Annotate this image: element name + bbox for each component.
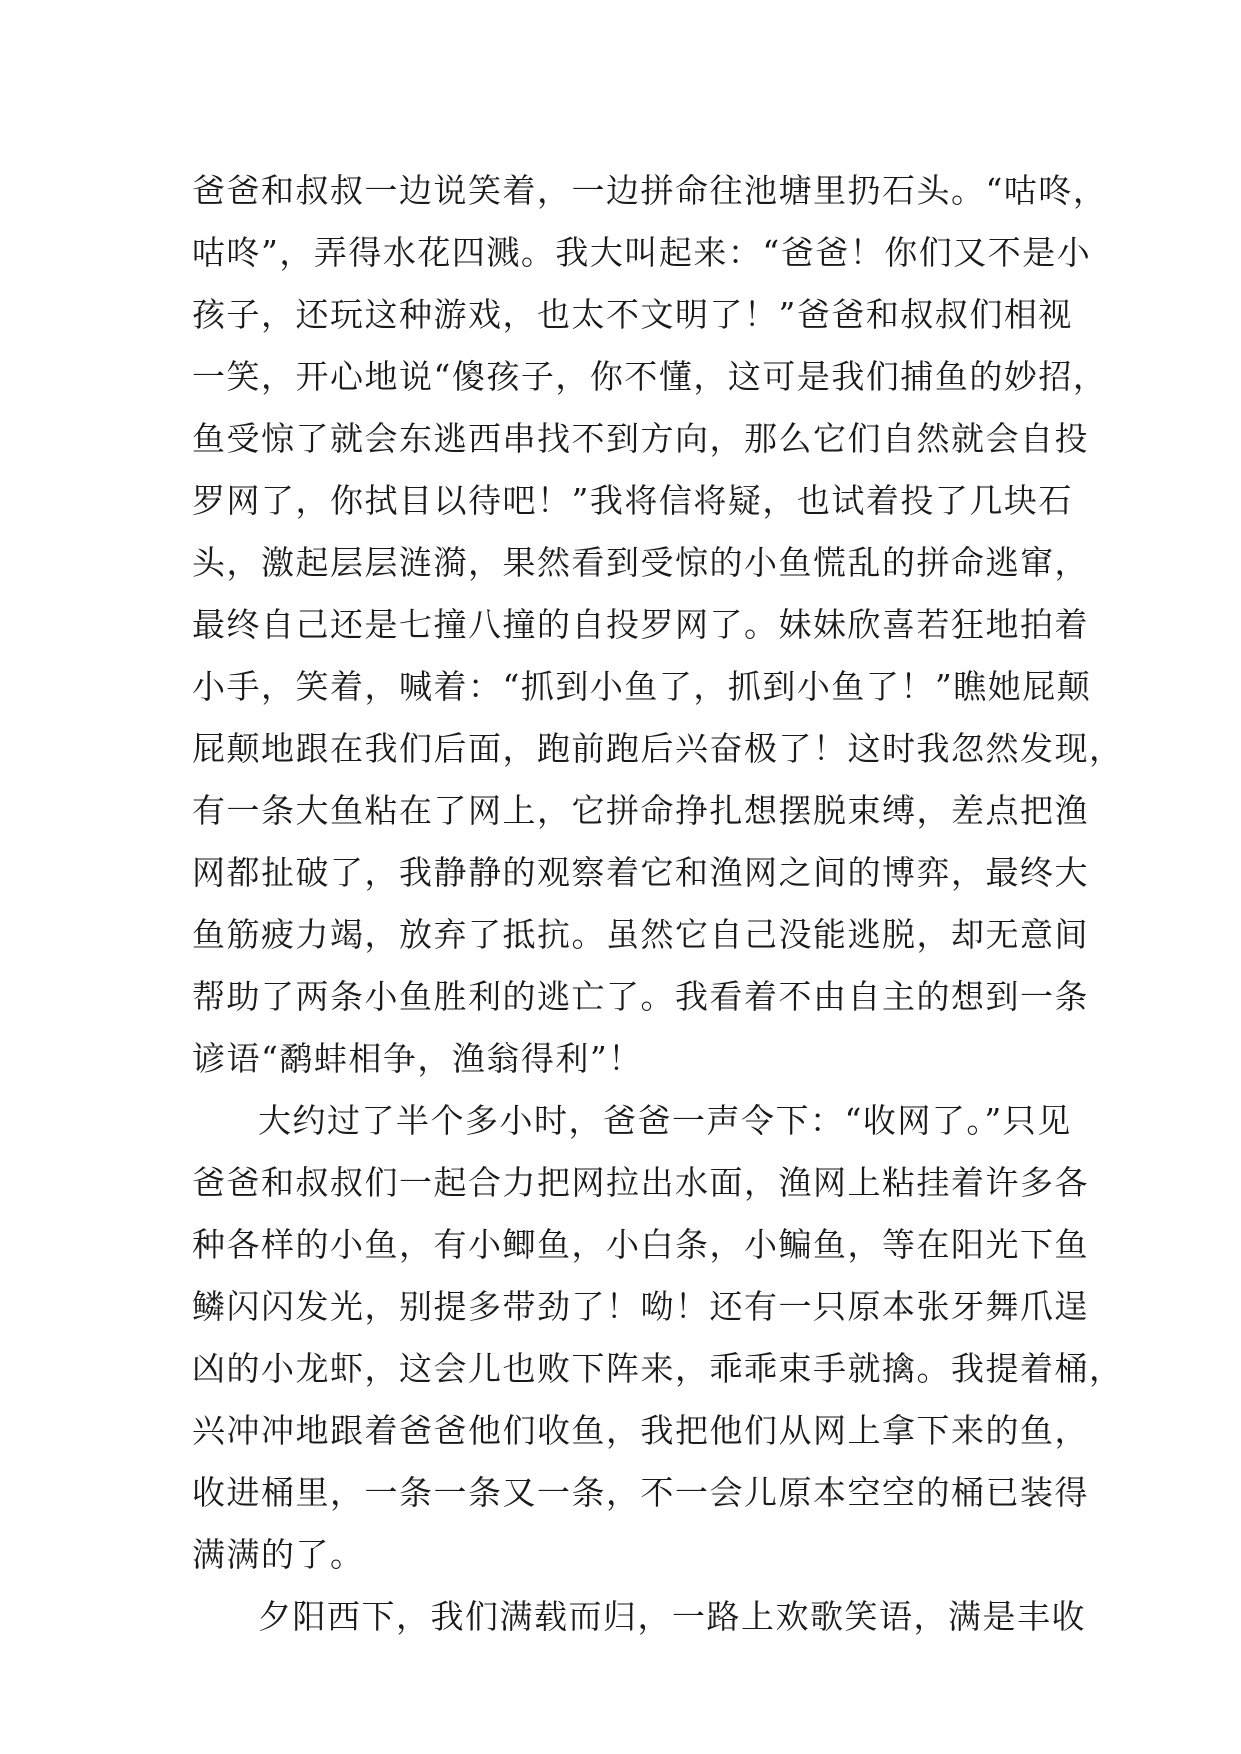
text-line: 鱼筋疲力竭，放弃了抵抗。虽然它自己没能逃脱，却无意间 — [192, 915, 1089, 954]
text-line: 兴冲冲地跟着爸爸他们收鱼，我把他们从网上拿下来的鱼， — [192, 1411, 1089, 1450]
text-line: 收进桶里，一条一条又一条，不一会儿原本空空的桶已装得 — [192, 1473, 1089, 1512]
document-body — [192, 160, 1124, 1648]
text-line: 爸爸和叔叔一边说笑着，一边拼命往池塘里扔石头。“咕咚， — [192, 171, 1108, 210]
text-line: 屁颠地跟在我们后面，跑前跑后兴奋极了！这时我忽然发现， — [192, 729, 1124, 768]
paragraph-3 — [192, 1586, 1086, 1648]
paragraph-2 — [192, 1090, 1124, 1586]
text-line: 最终自己还是七撞八撞的自投罗网了。妹妹欣喜若狂地拍着 — [192, 605, 1089, 644]
text-line: 种各样的小鱼，有小鲫鱼，小白条，小鳊鱼，等在阳光下鱼 — [192, 1225, 1089, 1264]
text-line: 大约过了半个多小时，爸爸一声令下：“收网了。”只见 — [258, 1101, 1072, 1140]
text-line: 一笑，开心地说“傻孩子，你不懂，这可是我们捕鱼的妙招， — [192, 357, 1108, 396]
text-line: 帮助了两条小鱼胜利的逃亡了。我看着不由自主的想到一条 — [192, 977, 1089, 1016]
text-line: 有一条大鱼粘在了网上，它拼命挣扎想摆脱束缚，差点把渔 — [192, 791, 1089, 830]
text-line: 谚语“鹬蚌相争，渔翁得利”！ — [192, 1039, 643, 1078]
text-line: 满满的了。 — [192, 1535, 365, 1574]
text-line: 夕阳西下，我们满载而归，一路上欢歌笑语，满是丰收 — [258, 1597, 1086, 1636]
text-line: 小手，笑着，喊着：“抓到小鱼了，抓到小鱼了！”瞧她屁颠 — [192, 667, 1092, 706]
text-line: 罗网了，你拭目以待吧！”我将信将疑，也试着投了几块石 — [192, 481, 1073, 520]
text-line: 咕咚”，弄得水花四溅。我大叫起来：“爸爸！你们又不是小 — [192, 233, 1092, 272]
paragraph-1 — [192, 160, 1124, 1090]
text-line: 爸爸和叔叔们一起合力把网拉出水面，渔网上粘挂着许多各 — [192, 1163, 1089, 1202]
text-line: 头，激起层层涟漪，果然看到受惊的小鱼慌乱的拼命逃窜， — [192, 543, 1089, 582]
text-line: 孩子，还玩这种游戏，也太不文明了！”爸爸和叔叔们相视 — [192, 295, 1073, 334]
text-line: 凶的小龙虾，这会儿也败下阵来，乖乖束手就擒。我提着桶， — [192, 1349, 1124, 1388]
text-line: 鳞闪闪发光，别提多带劲了！呦！还有一只原本张牙舞爪逞 — [192, 1287, 1089, 1326]
text-line: 网都扯破了，我静静的观察着它和渔网之间的博弈，最终大 — [192, 853, 1089, 892]
text-line: 鱼受惊了就会东逃西串找不到方向，那么它们自然就会自投 — [192, 419, 1089, 458]
